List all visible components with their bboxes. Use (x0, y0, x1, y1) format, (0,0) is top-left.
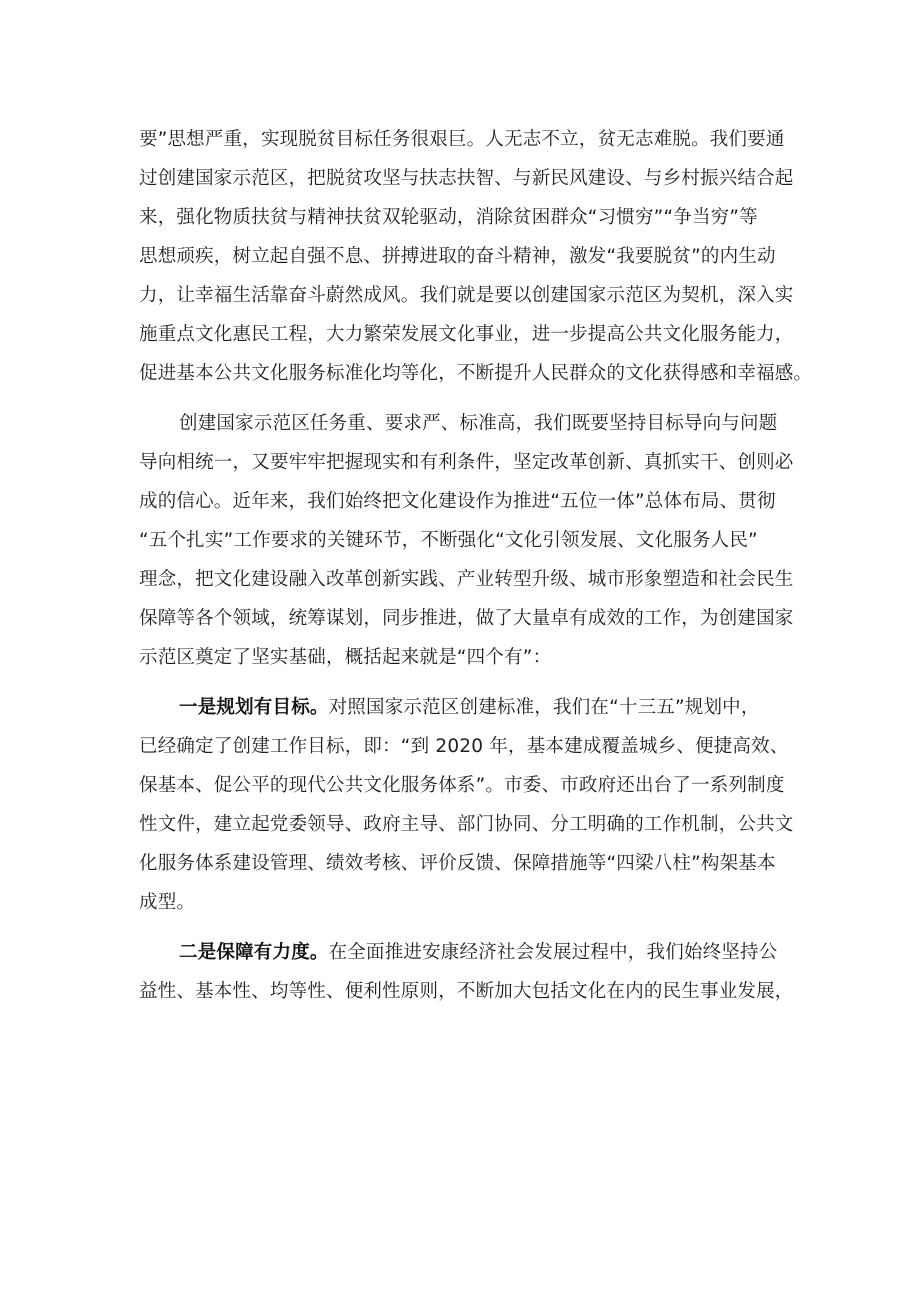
text-line: “五个扎实”工作要求的关键环节，不断强化“文化引领发展、文化服务人民” (139, 530, 758, 551)
text-line: 促进基本公共文化服务标准化均等化，不断提升人民群众的文化获得感和幸福感。 (139, 363, 813, 384)
text-line: 益性、基本性、均等性、便利性原则，不断加大包括文化在内的民生事业发展， (139, 981, 794, 1002)
text-line: 成的信心。近年来，我们始终把文化建设作为推进“五位一体”总体布局、贯彻 (139, 491, 776, 512)
text-line: 性文件，建立起党委领导、政府主导、部门协同、分工明确的工作机制，公共文 (139, 814, 794, 835)
section-lead: 一是规划有目标。 (179, 697, 329, 718)
text-line-rest: 在全面推进安康经济社会发展过程中，我们始终坚持公 (328, 942, 778, 963)
text-line (139, 688, 799, 727)
text-line: 理念，把文化建设融入改革创新实践、产业转型升级、城市形象塑造和社会民生 (139, 569, 794, 590)
text-line-rest: 对照国家示范区创建标准，我们在“十三五”规划中， (328, 697, 760, 718)
text-line: 保障等各个领域，统筹谋划，同步推进，做了大量卓有成效的工作，为创建国家 (139, 608, 794, 629)
text-line: 创建国家示范区任务重、要求严、标准高，我们既要坚持目标导向与问题 (179, 413, 778, 434)
text-line: 保基本、促公平的现代公共文化服务体系”。市委、市政府还出台了一系列制度 (139, 775, 785, 796)
text-line: 过创建国家示范区，把脱贫攻坚与扶志扶智、与新民风建设、与乡村振兴结合起 (139, 168, 794, 189)
text-line: 成型。 (139, 892, 196, 913)
text-line: 化服务体系建设管理、绩效考核、评价反馈、保障措施等“四梁八柱”构架基本 (139, 853, 776, 874)
text-line: 导向相统一，又要牢牢把握现实和有利条件，坚定改革创新、真抓实干、创则必 (139, 452, 794, 473)
section-lead: 二是保障有力度。 (179, 942, 329, 963)
text-line: 施重点文化惠民工程，大力繁荣发展文化事业，进一步提高公共文化服务能力， (139, 324, 794, 345)
text-line: 思想顽疾，树立起自强不息、拼搏进取的奋斗精神，激发“我要脱贫”的内生动 (139, 246, 776, 267)
paragraph-4 (139, 933, 799, 1011)
paragraph-1 (139, 120, 813, 393)
paragraph-3 (139, 688, 799, 922)
text-line: 示范区奠定了坚实基础，概括起来就是“四个有”： (139, 647, 552, 668)
paragraph-2 (139, 404, 799, 677)
text-line (139, 933, 799, 972)
text-line: 力，让幸福生活靠奋斗蔚然成风。我们就是要以创建国家示范区为契机，深入实 (139, 285, 794, 306)
body-text (139, 120, 813, 1022)
text-line: 要”思想严重，实现脱贫目标任务很艰巨。人无志不立，贫无志难脱。我们要通 (139, 129, 785, 150)
text-line: 来，强化物质扶贫与精神扶贫双轮驱动，消除贫困群众“习惯穷”“争当穷”等 (139, 207, 758, 228)
text-line: 已经确定了创建工作目标，即：“到 2020 年，基本建成覆盖城乡、便捷高效、 (139, 736, 789, 757)
